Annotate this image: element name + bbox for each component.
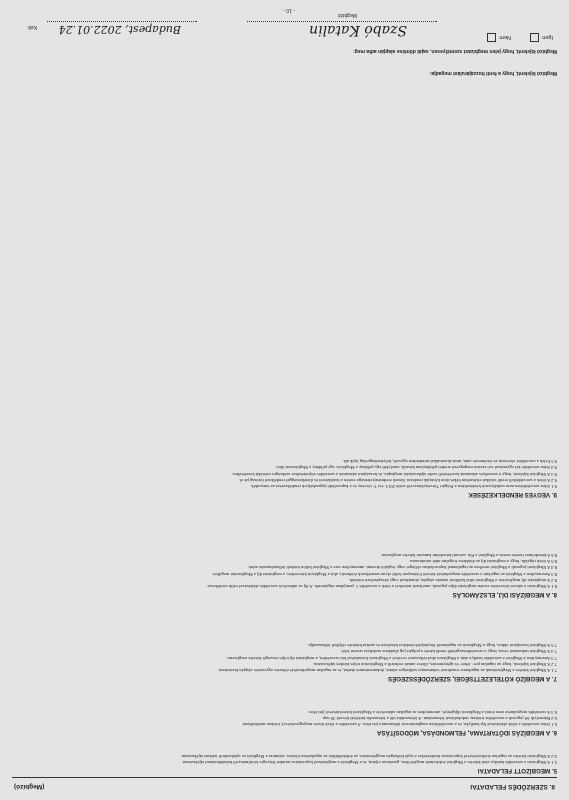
paragraph: 7.2 A Megbízó kijelenti, hogy az ingatlan per-, teher- és igénymentes, illetve annak terheiről a Megbízottat teljes körűen tájékoztatta.: [312, 661, 557, 667]
handwritten-signature: Szabó Katalin: [309, 22, 407, 38]
section-9: [12, 458, 557, 498]
header-section-label: 8. SZERZŐDÉS FELADATAI: [470, 783, 555, 790]
paragraph: 5.1 A Megbízott a szerződés hatálya alatt köteles a Megbízó érdekeinek megfelelően, gondosan eljárni, és a Megbízót a megbízással kapcsolatos minden lényeges körülményről haladéktalanul tájékoztatni.: [181, 760, 557, 765]
section-title: 5. MEGBÍZOTT FELADATAI: [477, 767, 557, 774]
paragraph: 8.2 A megbízási díj megfizetése a Megbízott által kiállított számla alapján, átutalással vagy készpénzben történik.: [348, 577, 557, 583]
section-title: 6. A MEGBÍZÁS IDŐTARTAMA, FELMONDÁSA, MÓDOSÍTÁSA: [376, 729, 557, 736]
paragraph: 5.2 A Megbízott köteles az ingatlan értékesítésével kapcsolatos hirdetéseket a saját költségén megjelentetni, az érdeklődőket az ingatlanhoz kísérni, valamint a Megbízót az ajánlatokról írásban tájékoztatni.: [180, 753, 557, 759]
page-header: [12, 777, 557, 794]
signature-label: Megbízó: [337, 12, 357, 18]
page-number: - 10 -: [283, 7, 295, 13]
paragraph: 9.5 Felek a szerződést elolvasás és értelmezés után, mint akaratukkal mindenben egyezőt, helybenhagyólag írják alá.: [342, 459, 557, 465]
paragraph: 8.1 A Megbízott a sikeres közvetítés esetén megbízási díjra jogosult, amelynek mértékét a felek a szerződés 1. pontjában rögzítették. A díj az adásvételi szerződés aláírásával válik esedékessé.: [206, 584, 557, 589]
paragraph: 7.3 Amennyiben a Megbízó a szerződés hatálya alatt a Megbízott által felkutatott vevővel a Megbízott kizárásával köt szerződést, a megbízási díj teljes összegét köteles megfizetni.: [226, 655, 557, 661]
paragraph: 8.4 A Megbízott jogosult a Megbízó nevében az ingatlannal kapcsolatban előleget vagy foglalót átvenni, amennyiben erre a Megbízó külön írásbeli felhatalmazást adott.: [247, 565, 557, 571]
paragraph: 8.5 A felek rögzítik, hogy a megbízási díj az általános forgalmi adót tartalmazza.: [408, 559, 557, 565]
header-page-label: (Megbízó): [14, 783, 45, 790]
paragraph: 7.1 A Megbízó köteles a Megbízottnak az ingatlanra vonatkozó valamennyi szükséges adatot, dokumentumot átadni, és az ingatlan megtekintését előzetes egyeztetés alapján biztosítani.: [217, 668, 557, 673]
yes-checkbox[interactable]: [530, 33, 539, 42]
paragraph: 9.4 Jelen szerződés két egymással szó szerint megegyező eredeti példányban készült, amelyből egy példány a Megbízót, egy példány a Megbízottat illeti.: [275, 465, 557, 471]
paragraph: 9.2 A felek a szerződésből eredő vitáikat elsősorban békés úton kívánják rendezni. Ennek eredménytelensége esetén a hatáskörrel és illetékességgel rendelkező bíróság jár el.: [238, 477, 557, 483]
paragraph: 6.2 Bármelyik fél jogosult a szerződést írásban, indokolással felmondani. A felmondási idő a felmondás közlését követő 30 nap.: [321, 715, 557, 721]
no-option: [487, 33, 511, 42]
document-body: [12, 6, 557, 794]
paragraph: 6.1 Jelen szerződés a felek aláírásával lép hatályba, és a szerződésben meghatározott időtartamra jön létre. A szerződés a felek közös megegyezésével, írásban módosítható.: [241, 722, 557, 727]
section-6: [12, 708, 557, 736]
yes-label: Igen: [542, 34, 553, 41]
handwritten-date: Budapest, 2022.01.24: [58, 23, 181, 36]
section-7: [12, 642, 557, 682]
paragraph: 8.3 Amennyiben a Megbízó az ingatlant a szerződés megszűnését követő 6 hónapon belül olyan személynek értékesíti, akit a Megbízott közvetített, a megbízási díj a Megbízottat megilleti.: [211, 571, 557, 577]
paragraph: 9.1 Jelen szerződésben nem szabályozott kérdésekben a Polgári Törvénykönyvről szóló 2013. évi V. törvény és a kapcsolódó jogszabályok rendelkezései az irányadók.: [250, 484, 557, 489]
place-date-label: Kelt:: [26, 24, 37, 30]
no-label: Nem: [499, 34, 511, 41]
paragraph: 6.3 A szerződés megszűnése nem érinti a Megbízott díjigényét, amennyiben az ingatlan adásvétele a Megbízott közvetítésével jött létre.: [307, 709, 557, 715]
paragraph: 7.4 A Megbízó tudomásul veszi, hogy a szerződésszegésből eredő kárért a polgári jog általános szabályai szerint felel.: [340, 649, 557, 655]
consent-question-2: Megbízó kijelenti, hogy jelen megbízást személyesen, saját döntése alapján adta meg:: [353, 48, 557, 54]
paragraph: 9.3 A Megbízó kijelenti, hogy a személyes adatainak kezeléséről szóló tájékoztatást megkapta, és hozzájárul adatainak a szerződés teljesítéséhez szükséges mértékű kezeléséhez.: [231, 471, 557, 477]
paragraph: 8.6 A késedelmes fizetés esetén a Megbízó a Ptk. szerinti késedelmi kamatot köteles megfizetni.: [380, 552, 557, 558]
yes-option: [530, 33, 553, 42]
date-line: [47, 21, 197, 22]
section-5: [12, 753, 557, 774]
no-checkbox[interactable]: [487, 33, 496, 42]
section-8: [12, 552, 557, 598]
section-title: 9. VEGYES RENDELKEZÉSEK: [468, 491, 557, 498]
consent-question-1: Megbízó kijelenti, hogy a fenti hozzájárulást megadja:: [429, 70, 557, 76]
section-title: 8. A MEGBÍZÁSI DÍJ, ELSZÁMOLÁS: [452, 591, 557, 598]
section-title: 7. A MEGBÍZÓ KÖTELEZETTSÉGEI, SZERZŐDÉSSZEGÉS: [387, 675, 557, 682]
paragraph: 7.5 A Megbízó hozzájárul ahhoz, hogy a Megbízott az ingatlanról fényképfelvételeket készítsen és azokat hirdetés céljából felhasználja.: [307, 643, 557, 649]
